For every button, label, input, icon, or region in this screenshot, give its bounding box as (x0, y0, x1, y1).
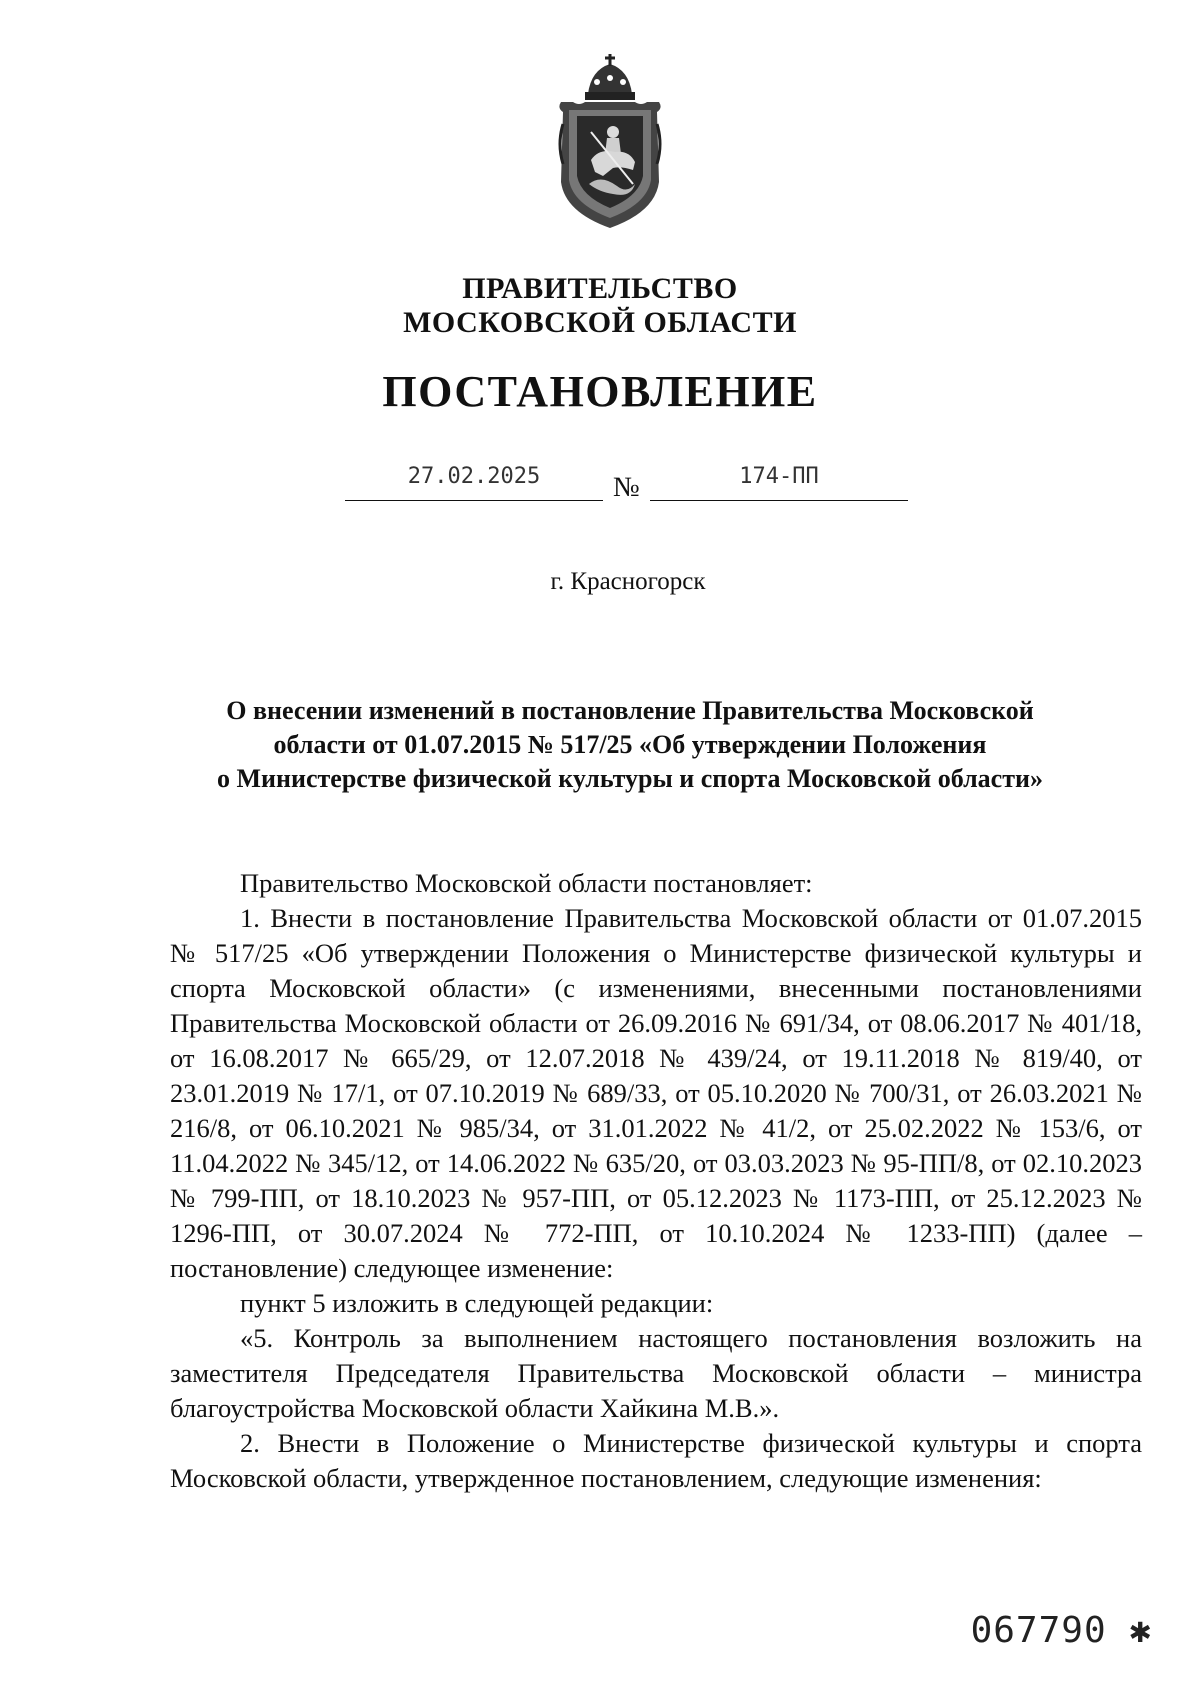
body-item-1: 1. Внести в постановление Правительства Московской области от 01.07.2015 № 517/25 «Об утверждении Положения о Министерстве физической культуры и спорта Московской области» (с изменениями, внесенными постановлениями Правительства Московской области от 26.09.2016 № 691/34, от 08.06.2017 № 401/18, от 16.08.2017 № 665/29, от 12.07.2018 № 439/24, от 19.11.2018 № 819/40, от 23.01.2019 № 17/1, от 07.10.2019 № 689/33, от 05.10.2020 № 700/31, от 26.03.2021 № 216/8, от 06.10.2021 № 985/34, от 31.01.2022 № 41/2, от 25.02.2022 № 153/6, от 11.04.2022 № 345/12, от 14.06.2022 № 635/20, от 03.03.2023 № 95-ПП/8, от 02.10.2023 № 799-ПП, от 18.10.2023 № 957-ПП, от 05.12.2023 № 1173-ПП, от 25.12.2023 № 1296-ПП, от 30.07.2024 № 772-ПП, от 10.10.2024 № 1233-ПП) (далее – постановление) следующее изменение: (170, 903, 1142, 1283)
title-line: области от 01.07.2015 № 517/25 «Об утверждении Положения (273, 730, 987, 759)
body-item-1-quote: «5. Контроль за выполнением настоящего постановления возложить на заместителя Председателя Правительства Московской области – министра благоустройства Московской области Хайкина М.В.». (170, 1323, 1142, 1423)
body-item-1-subpoint: пункт 5 изложить в следующей редакции: (240, 1288, 714, 1318)
title-line: о Министерстве физической культуры и спорта Московской области» (217, 764, 1043, 793)
asterisk-icon: ✱ (1129, 1610, 1152, 1651)
document-title (160, 694, 1100, 796)
document-body (170, 866, 1142, 1496)
coat-of-arms-icon (555, 52, 665, 230)
title-line: О внесении изменений в постановление Правительства Московской (226, 696, 1034, 725)
organization-name-line1: ПРАВИТЕЛЬСТВО (462, 272, 738, 305)
document-date: 27.02.2025 (345, 464, 603, 501)
document-number: 174-ПП (650, 464, 908, 501)
document-serial-number (971, 1610, 1152, 1651)
organization-name-line2: МОСКОВСКОЙ ОБЛАСТИ (403, 306, 797, 339)
body-intro-paragraph: Правительство Московской области постановляет: (240, 868, 813, 898)
number-sign: № (613, 472, 640, 503)
city-label: г. Красногорск (550, 568, 706, 595)
document-type-heading: ПОСТАНОВЛЕНИЕ (382, 367, 818, 416)
serial-number: 067790 (970, 1610, 1107, 1651)
body-item-2: 2. Внести в Положение о Министерстве физической культуры и спорта Московской области, утвержденное постановлением, следующие изменения: (170, 1428, 1142, 1493)
